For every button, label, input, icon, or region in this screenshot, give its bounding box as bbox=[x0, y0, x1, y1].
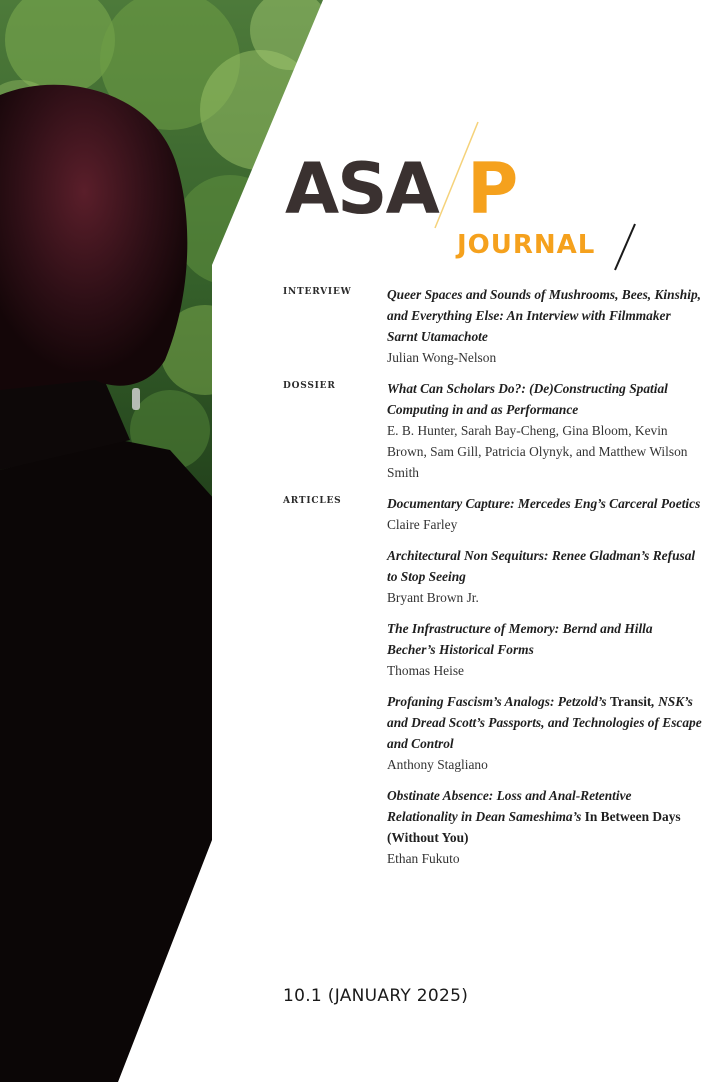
entry-authors: Thomas Heise bbox=[387, 663, 464, 678]
entry-title: Profaning Fascism’s Analogs: Petzold’s Transit, NSK’s and Dread Scott’s Passports, and Technologies of Escape and Control bbox=[387, 694, 702, 751]
entry-title: The Infrastructure of Memory: Bernd and Hilla Becher’s Historical Forms bbox=[387, 621, 653, 657]
toc-entry bbox=[387, 284, 703, 368]
entry-authors: Bryant Brown Jr. bbox=[387, 590, 479, 605]
entry-authors: Julian Wong-Nelson bbox=[387, 350, 497, 365]
entry-authors: Claire Farley bbox=[387, 517, 458, 532]
earring bbox=[132, 388, 140, 410]
logo-slash-icon bbox=[285, 118, 645, 278]
logo-text: ASA bbox=[285, 148, 438, 230]
entry-authors: Anthony Stagliano bbox=[387, 757, 488, 772]
section-label: INTERVIEW bbox=[283, 287, 352, 297]
table-of-contents bbox=[283, 284, 703, 879]
toc-entry bbox=[387, 785, 703, 869]
entry-authors: E. B. Hunter, Sarah Bay-Cheng, Gina Bloom, Kevin Brown, Sam Gill, Patricia Olynyk, and Matthew Wilson Smith bbox=[387, 423, 688, 480]
toc-section-interview bbox=[283, 284, 703, 368]
entry-title: Obstinate Absence: Loss and Anal-Retentive Relationality in Dean Sameshima’s In Between Days (Without You) bbox=[387, 788, 681, 845]
entry-title: Documentary Capture: Mercedes Eng’s Carceral Poetics bbox=[387, 496, 701, 511]
issue-number: 10.1 (JANUARY 2025) bbox=[283, 986, 469, 1006]
entry-title: What Can Scholars Do?: (De)Constructing Spatial Computing in and as Performance bbox=[387, 381, 668, 417]
entry-authors: Ethan Fukuto bbox=[387, 851, 460, 866]
logo-subtitle: JOURNAL bbox=[457, 230, 596, 260]
section-label: DOSSIER bbox=[283, 381, 336, 391]
section-label: ARTICLES bbox=[283, 496, 342, 506]
entry-title: Queer Spaces and Sounds of Mushrooms, Bees, Kinship, and Everything Else: An Interview with Filmmaker Sarnt Utamachote bbox=[387, 287, 702, 344]
toc-entry bbox=[387, 618, 703, 681]
toc-entry bbox=[387, 545, 703, 608]
toc-entry bbox=[387, 691, 703, 775]
journal-logo: ASA P JOURNAL bbox=[285, 118, 645, 278]
toc-section-dossier bbox=[283, 378, 703, 483]
toc-entry bbox=[387, 493, 703, 535]
toc-entry bbox=[387, 378, 703, 483]
toc-section-articles bbox=[283, 493, 703, 869]
entry-title: Architectural Non Sequiturs: Renee Gladman’s Refusal to Stop Seeing bbox=[387, 548, 696, 584]
